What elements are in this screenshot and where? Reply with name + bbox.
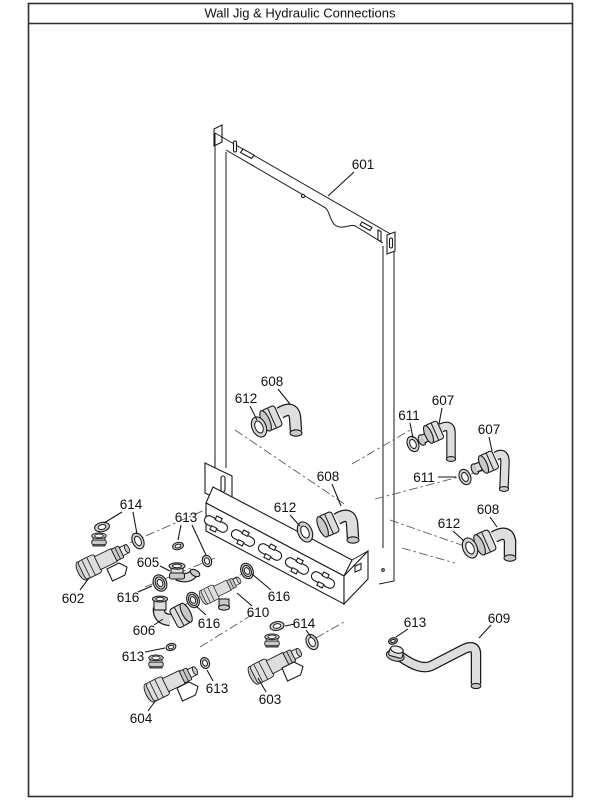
part-label-616-19: 616 (267, 589, 291, 604)
part-label-613-25: 613 (403, 615, 427, 630)
leader-line-613-22-0 (207, 670, 213, 681)
part-614-washer-1 (94, 521, 111, 533)
leader-line-616-19-0 (252, 574, 271, 590)
leader-line-608-1-0 (278, 389, 290, 404)
part-label-614-11: 614 (119, 497, 143, 512)
part-607-pipe-2 (470, 450, 509, 491)
part-603-valve (246, 634, 305, 686)
leader-line-605-14-0 (160, 566, 170, 571)
part-label-608-9: 608 (476, 502, 500, 517)
part-609-pipe (385, 644, 481, 689)
part-label-613-21: 613 (121, 649, 145, 664)
leader-line-613-21-0 (145, 648, 165, 652)
leader-line-611-3-0 (410, 423, 413, 438)
page-title: Wall Jig & Hydraulic Connections (204, 5, 396, 21)
leader-line-614-11-1 (133, 512, 137, 534)
part-label-608-1: 608 (260, 374, 284, 389)
part-label-601-0: 601 (351, 157, 375, 172)
part-label-612-10: 612 (437, 516, 461, 531)
leader-line-601-0-0 (328, 172, 354, 196)
part-label-613-12: 613 (174, 510, 198, 525)
part-label-614-20: 614 (292, 616, 316, 631)
part-label-602-13: 602 (61, 591, 85, 606)
part-614-washer-4 (304, 632, 321, 651)
part-613-washer-5 (388, 637, 399, 646)
part-608-elbow-2 (314, 511, 359, 543)
part-label-604-23: 604 (129, 711, 153, 726)
leader-line-607-4-0 (439, 408, 442, 424)
page-border (29, 4, 573, 797)
part-616-washer-1 (151, 573, 170, 594)
part-613-washer-2 (201, 554, 214, 568)
part-label-612-8: 612 (273, 500, 297, 515)
part-610-valve (198, 573, 244, 610)
part-602-valve (74, 533, 134, 582)
leader-line-613-12-1 (192, 525, 206, 555)
part-label-611-3: 611 (398, 408, 420, 423)
part-label-607-5: 607 (477, 422, 501, 437)
part-label-607-4: 607 (431, 393, 455, 408)
leader-line-612-8-0 (290, 515, 300, 526)
leader-line-613-25-0 (396, 629, 408, 637)
callout-layer (62, 157, 511, 726)
part-label-612-2: 612 (234, 391, 258, 406)
leader-line-614-11-0 (104, 512, 122, 523)
part-label-603-24: 603 (258, 692, 282, 707)
part-614-washer-3 (269, 620, 284, 631)
part-label-608-7: 608 (316, 469, 340, 484)
part-label-613-22: 613 (205, 681, 229, 696)
part-611-washer-2 (457, 467, 474, 486)
leader-line-612-10-0 (453, 531, 464, 541)
part-616-washer-3 (238, 561, 255, 580)
leader-line-616-17-0 (196, 606, 206, 615)
leader-line-608-9-0 (490, 517, 497, 527)
part-label-616-17: 616 (197, 616, 221, 631)
part-613-washer-1 (172, 541, 184, 551)
leader-line-613-12-0 (178, 525, 181, 540)
part-label-606-16: 606 (132, 623, 156, 638)
part-608-elbow-3 (471, 529, 516, 561)
leader-line-608-7-0 (332, 484, 341, 506)
part-label-610-18: 610 (246, 605, 270, 620)
part-613-washer-3 (165, 642, 176, 651)
part-613-washer-4 (199, 656, 211, 670)
part-604-valve (142, 655, 202, 704)
part-label-605-14: 605 (136, 555, 160, 570)
part-label-616-15: 616 (116, 590, 140, 605)
leader-line-609-26-0 (479, 625, 491, 638)
part-label-609-26: 609 (487, 611, 511, 626)
part-607-pipe-1 (417, 420, 456, 461)
part-614-washer-2 (129, 531, 146, 551)
leader-line-607-5-0 (489, 437, 492, 451)
part-label-611-6: 611 (413, 470, 435, 485)
